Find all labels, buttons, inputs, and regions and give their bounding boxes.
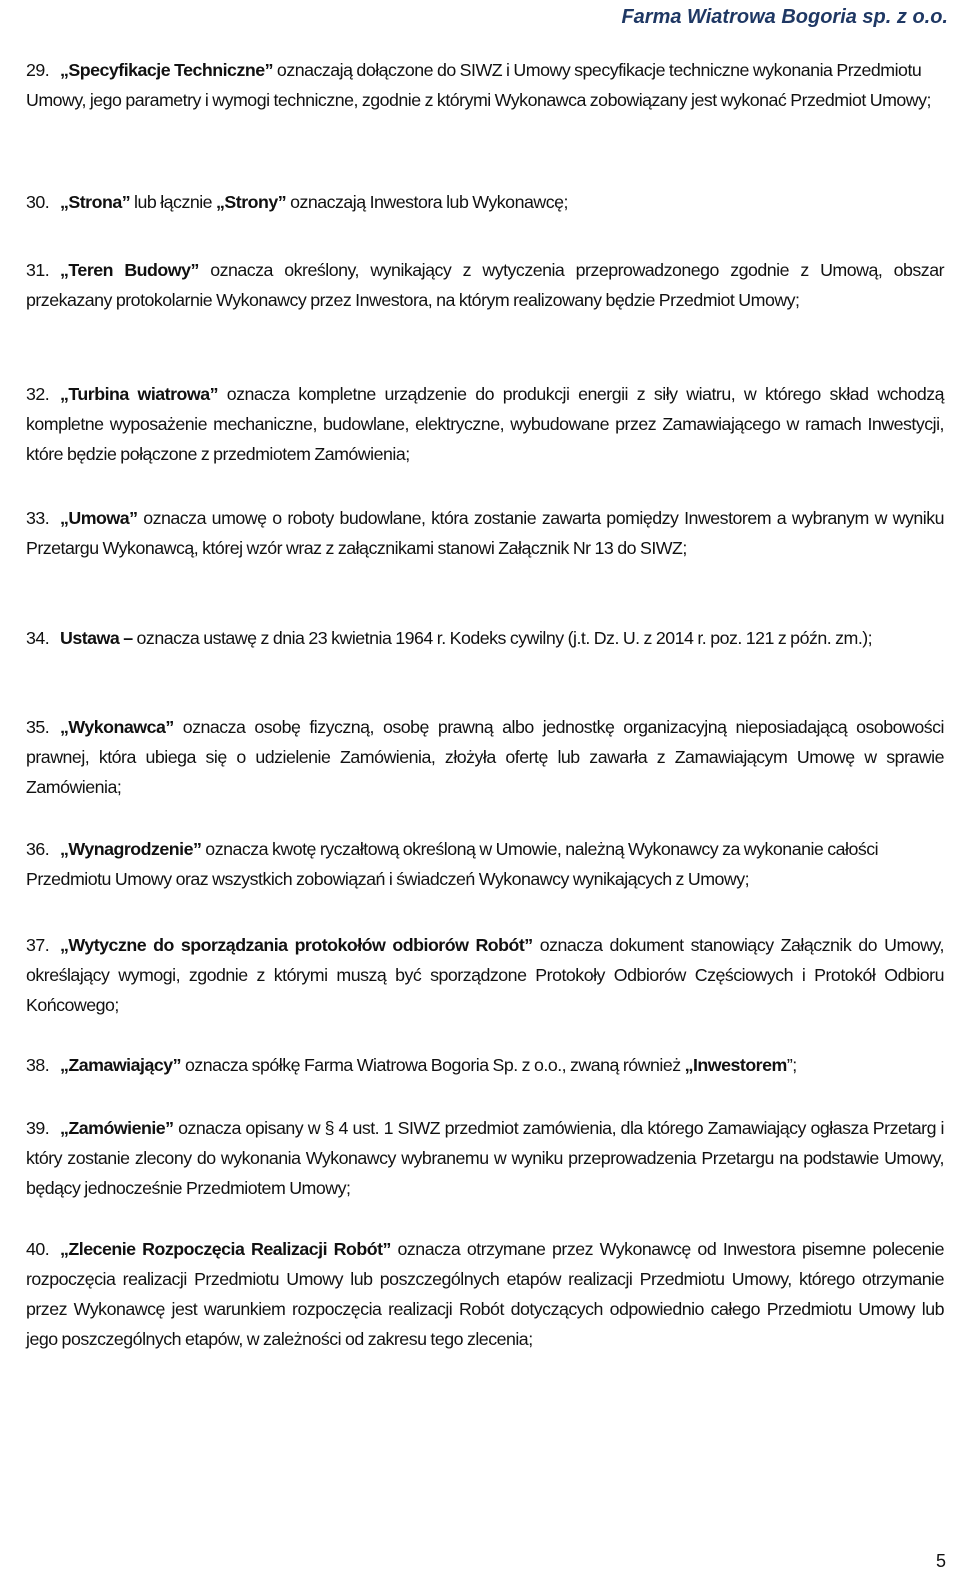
- definition-number: 33.: [26, 508, 50, 528]
- document-header: Farma Wiatrowa Bogoria sp. z o.o.: [621, 6, 948, 28]
- definition-term: „Teren Budowy”: [60, 260, 199, 280]
- definition-text: oznacza określony, wynikający z wytyczenia przeprowadzonego zgodnie z Umową, obszar przekazany protokolarnie Wykonawcy przez Inwestora, na którym realizowany będzie Przedmiot Umowy;: [26, 260, 945, 310]
- definition-number: 37.: [26, 935, 50, 955]
- definition-text: oznacza otrzymane przez Wykonawcę od Inwestora pisemne polecenie rozpoczęcia realizacji Przedmiotu Umowy lub poszczególnych etapów realizacji Przedmiotu Umowy, którego otrzymanie przez Wykonawcę jest warunkiem rozpoczęcia realizacji Robót dotyczących odpowiednio całego Przedmiotu Umowy lub jego poszczególnych etapów, w zależności od zakresu tego zlecenia;: [26, 1239, 944, 1349]
- definition-text: oznacza ustawę z dnia 23 kwietnia 1964 r. Kodeks cywilny (j.t. Dz. U. z 2014 r. poz. 121 z późn. zm.);: [132, 628, 873, 648]
- definition-term: Ustawa –: [60, 628, 133, 648]
- definition-text: oznacza kwotę ryczałtową określoną w Umowie, należną Wykonawcy za wykonanie całości Przedmiotu Umowy oraz wszystkich zobowiązań i świadczeń Wykonawcy wynikających z Umowy;: [26, 839, 879, 889]
- definition-term: „Wykonawca”: [60, 717, 174, 737]
- definition-text: ”;: [786, 1055, 797, 1075]
- definition-term: „Wytyczne do sporządzania protokołów odbiorów Robót”: [60, 935, 533, 955]
- definition-text: lub łącznie: [130, 192, 217, 212]
- definition-36: [26, 834, 944, 894]
- definition-number: 31.: [26, 260, 50, 280]
- definition-34: [26, 623, 944, 653]
- definition-text: oznaczają dołączone do SIWZ i Umowy specyfikacje techniczne wykonania Przedmiotu Umowy, jego parametry i wymogi techniczne, zgodnie z którymi Wykonawca zobowiązany jest wykonać Przedmiot Umowy;: [26, 60, 931, 110]
- definition-term: „Umowa”: [60, 508, 138, 528]
- definition-number: 39.: [26, 1118, 50, 1138]
- definition-term: „Zlecenie Rozpoczęcia Realizacji Robót”: [60, 1239, 391, 1259]
- definition-number: 29.: [26, 60, 50, 80]
- definition-33: [26, 503, 944, 563]
- definition-32: [26, 379, 944, 469]
- page-number: 5: [935, 1551, 946, 1571]
- definition-term: „Zamawiający”: [60, 1055, 181, 1075]
- definition-text: oznacza opisany w § 4 ust. 1 SIWZ przedmiot zamówienia, dla którego Zamawiający ogłasza Przetarg i który zostanie zlecony do wykonania Wykonawcy wybranemu w wyniku przeprowadzenia Przetargu na podstawie Umowy, będący jednocześnie Przedmiotem Umowy;: [26, 1118, 944, 1198]
- definition-number: 38.: [26, 1055, 50, 1075]
- definition-number: 32.: [26, 384, 50, 404]
- definition-number: 40.: [26, 1239, 50, 1259]
- definition-number: 34.: [26, 628, 50, 648]
- definition-37: [26, 930, 944, 1020]
- definition-number: 30.: [26, 192, 50, 212]
- definition-number: 36.: [26, 839, 50, 859]
- definition-text: oznacza kompletne urządzenie do produkcji energii z siły wiatru, w którego skład wchodzą kompletne wyposażenie mechaniczne, budowlane, elektryczne, wybudowane przez Zamawiającego w ramach Inwestycji, które będzie połączone z przedmiotem Zamówienia;: [26, 384, 944, 464]
- definition-number: 35.: [26, 717, 50, 737]
- definition-38: [26, 1050, 944, 1080]
- definition-40: [26, 1234, 944, 1354]
- definition-35: [26, 712, 944, 802]
- definition-29: [26, 55, 944, 115]
- definition-text: oznacza umowę o roboty budowlane, która zostanie zawarta pomiędzy Inwestorem a wybranym w wyniku Przetargu Wykonawcą, której wzór wraz z załącznikami stanowi Załącznik Nr 13 do SIWZ;: [26, 508, 944, 558]
- definition-31: [26, 255, 944, 315]
- definition-term-secondary: „Strony”: [216, 192, 287, 212]
- definition-text: oznacza spółkę Farma Wiatrowa Bogoria Sp. z o.o., zwaną również: [181, 1055, 685, 1075]
- definition-term-secondary: „Inwestorem: [684, 1055, 787, 1075]
- definition-term: „Zamówienie”: [60, 1118, 174, 1138]
- definition-text: oznacza dokument stanowiący Załącznik do Umowy, określający wymogi, zgodnie z którymi muszą być sporządzone Protokoły Odbiorów Częściowych i Protokół Odbioru Końcowego;: [26, 935, 944, 1015]
- definition-term: „Wynagrodzenie”: [60, 839, 202, 859]
- definition-30: [26, 187, 944, 217]
- definition-text: oznaczają Inwestora lub Wykonawcę;: [286, 192, 568, 212]
- definition-term: „Specyfikacje Techniczne”: [60, 60, 273, 80]
- definition-text: oznacza osobę fizyczną, osobę prawną albo jednostkę organizacyjną nieposiadającą osobowości prawnej, która ubiega się o udzielenie Zamówienia, złożyła ofertę lub zawarła z Zamawiającym Umowę w sprawie Zamówienia;: [26, 717, 944, 797]
- definition-term: „Turbina wiatrowa”: [60, 384, 218, 404]
- definition-39: [26, 1113, 944, 1203]
- definition-term: „Strona”: [60, 192, 131, 212]
